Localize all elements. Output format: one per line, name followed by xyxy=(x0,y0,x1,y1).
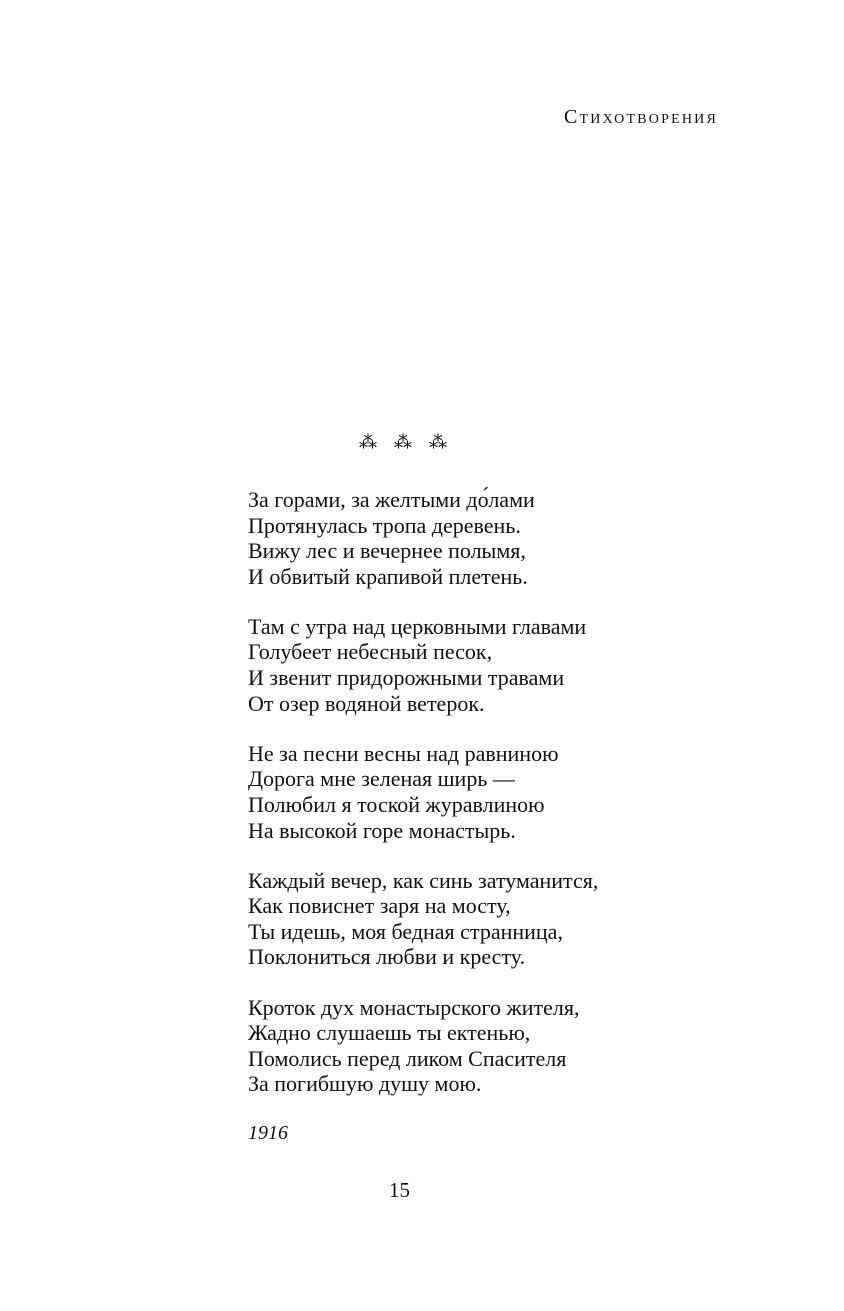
poem-line: Каждый вечер, как синь затуманится, xyxy=(248,867,599,893)
poem-line: Поклониться любви и кресту. xyxy=(248,944,526,970)
running-head: Стихотворения xyxy=(563,106,718,128)
poem-line: Полюбил я тоской журавлиною xyxy=(248,791,545,817)
poem-line: Помолись перед ликом Спасителя xyxy=(248,1045,567,1071)
poem-line: И обвитый крапивой плетень. xyxy=(248,563,528,589)
poem-date: 1916 xyxy=(248,1122,288,1144)
stanza-ornament xyxy=(358,430,448,454)
poem-body xyxy=(248,487,598,1121)
poem-line: За погибшую душу мою. xyxy=(248,1071,482,1097)
poem-line: Как повиснет заря на мосту, xyxy=(248,893,511,919)
stanza xyxy=(248,995,598,1097)
poem-line: Не за песни весны над равниною xyxy=(248,740,559,766)
poem-line: Кроток дух монастырского жителя, xyxy=(248,994,580,1020)
poem-line: Вижу лес и вечернее полымя, xyxy=(248,538,526,564)
ornament-mark: ⁂ xyxy=(394,432,412,452)
poem-line: Протянулась тропа деревень. xyxy=(248,512,521,538)
poem-line: На высокой горе монастырь. xyxy=(248,817,516,843)
poem-line: Там с утра над церковными главами xyxy=(248,613,587,639)
stanza xyxy=(248,741,598,843)
poem-line: Ты идешь, моя бедная странница, xyxy=(248,918,563,944)
stanza xyxy=(248,614,598,716)
stanza xyxy=(248,868,598,970)
stanza xyxy=(248,487,598,589)
ornament-mark: ⁂ xyxy=(429,432,447,452)
poem-line: Жадно слушаешь ты ектенью, xyxy=(248,1020,531,1046)
poem-line: Голубеет небесный песок, xyxy=(248,639,493,665)
page-number: 15 xyxy=(389,1178,410,1202)
poem-line: Дорога мне зеленая ширь — xyxy=(248,766,515,792)
poem-line: От озер водяной ветерок. xyxy=(248,690,485,716)
ornament-mark: ⁂ xyxy=(359,432,377,452)
poem-line: И звенит придорожными травами xyxy=(248,665,565,691)
poem-line: За горами, за желтыми до́лами xyxy=(248,487,535,512)
